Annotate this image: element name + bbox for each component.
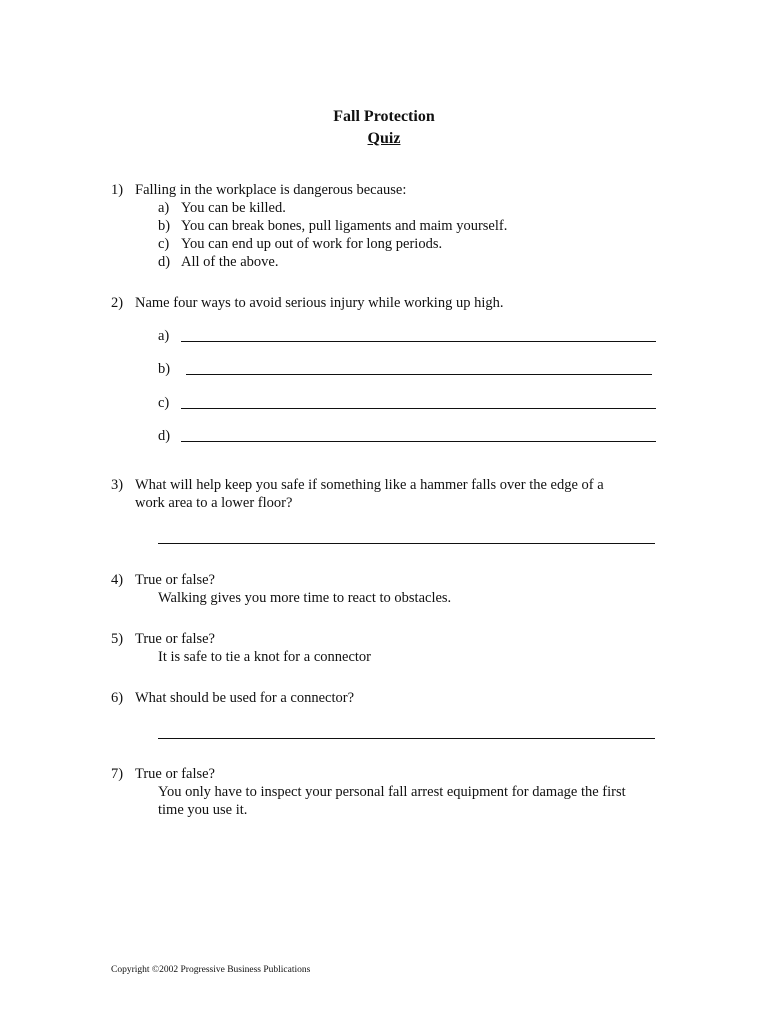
question-statement: You only have to inspect your personal fall arrest equipment for damage the first	[158, 784, 626, 800]
question-number: 2)	[111, 295, 124, 311]
question-text: True or false?	[135, 631, 215, 647]
answer-line-q6[interactable]	[158, 738, 655, 739]
option-text: You can end up out of work for long periods.	[181, 236, 443, 252]
answer-line-a[interactable]	[181, 341, 656, 342]
answer-line-b[interactable]	[186, 374, 652, 375]
answer-letter: b)	[158, 361, 171, 377]
question-text: Name four ways to avoid serious injury while working up high.	[135, 295, 504, 311]
question-number: 7)	[111, 766, 124, 782]
question-text: Falling in the workplace is dangerous because:	[135, 182, 407, 198]
question-number: 5)	[111, 631, 124, 647]
question-number: 1)	[111, 182, 124, 198]
question-statement-continued: time you use it.	[158, 802, 248, 818]
question-text: What should be used for a connector?	[135, 690, 355, 706]
answer-line-q3[interactable]	[158, 543, 655, 544]
option-text: You can be killed.	[181, 200, 286, 216]
option-letter: a)	[158, 200, 170, 216]
answer-line-d[interactable]	[181, 441, 656, 442]
option-letter: d)	[158, 254, 171, 270]
answer-letter: c)	[158, 395, 170, 411]
option-letter: b)	[158, 218, 171, 234]
question-number: 6)	[111, 690, 124, 706]
question-number: 3)	[111, 477, 124, 493]
question-text: True or false?	[135, 572, 215, 588]
quiz-subtitle: Quiz	[367, 130, 401, 147]
option-text: You can break bones, pull ligaments and maim yourself.	[181, 218, 508, 234]
copyright-footer: Copyright ©2002 Progressive Business Publications	[111, 965, 311, 975]
question-number: 4)	[111, 572, 124, 588]
question-statement: It is safe to tie a knot for a connector	[158, 649, 371, 665]
answer-line-c[interactable]	[181, 408, 656, 409]
option-text: All of the above.	[181, 254, 279, 270]
question-statement: Walking gives you more time to react to obstacles.	[158, 590, 452, 606]
question-text: True or false?	[135, 766, 215, 782]
question-text: What will help keep you safe if something like a hammer falls over the edge of a	[135, 477, 604, 493]
answer-letter: d)	[158, 428, 171, 444]
answer-letter: a)	[158, 328, 170, 344]
option-letter: c)	[158, 236, 170, 252]
question-text: work area to a lower floor?	[135, 495, 293, 511]
quiz-title: Fall Protection	[333, 108, 435, 125]
